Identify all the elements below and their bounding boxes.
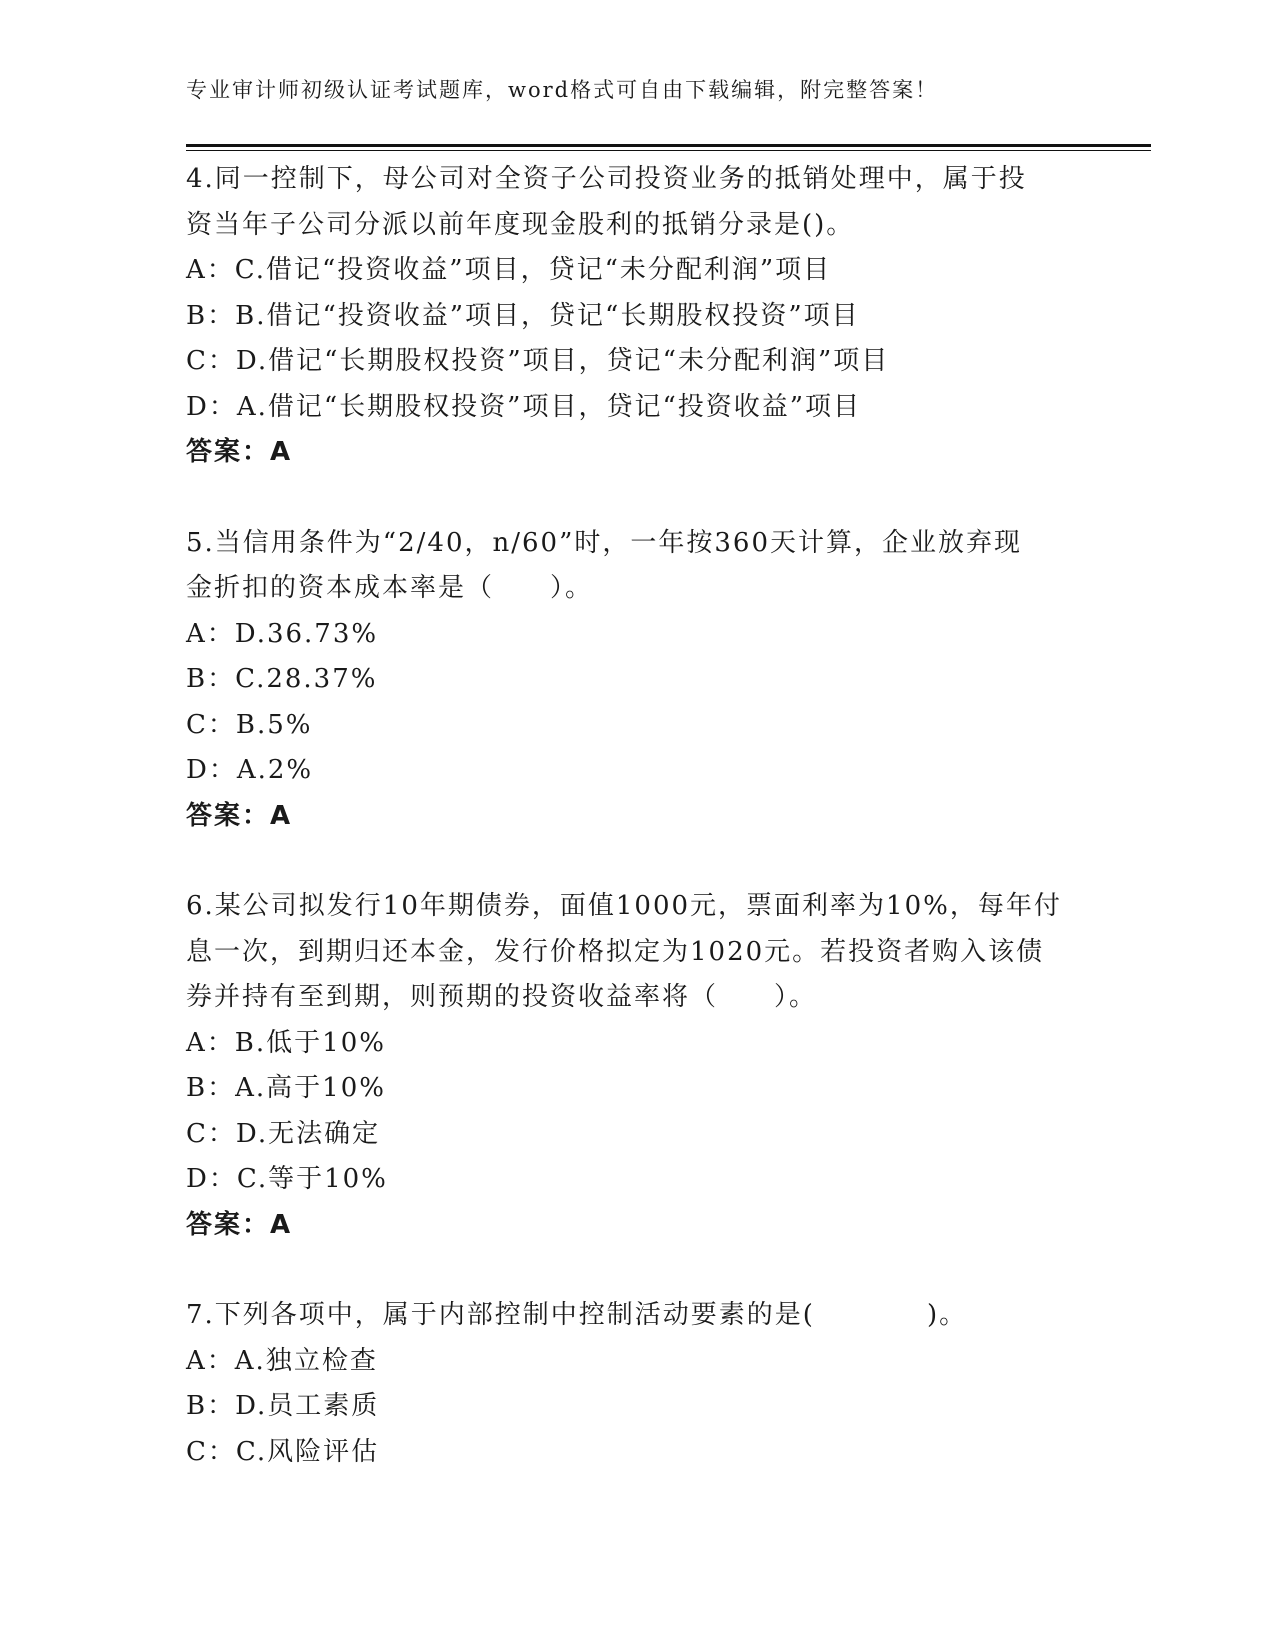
- question-stem-line: 资当年子公司分派以前年度现金股利的抵销分录是()。: [186, 209, 855, 240]
- question-4: [186, 157, 1086, 476]
- answer-line: 答案：A: [186, 1209, 293, 1240]
- option-d: D：A.借记“长期股权投资”项目，贷记“投资收益”项目: [186, 391, 862, 422]
- question-stem-line: 券并持有至到期，则预期的投资收益率将（ ）。: [186, 982, 818, 1012]
- option-c: C：D.借记“长期股权投资”项目，贷记“未分配利润”项目: [186, 346, 890, 376]
- question-stem-line: 金折扣的资本成本率是（ ）。: [186, 573, 594, 603]
- question-list: [186, 157, 1086, 1475]
- option-c: C：C.风险评估: [186, 1436, 380, 1467]
- option-a: A：B.低于10%: [186, 1027, 386, 1058]
- option-c: C：D.无法确定: [186, 1118, 381, 1149]
- option-a: A：D.36.73%: [186, 618, 379, 649]
- answer-line: 答案：A: [186, 800, 293, 831]
- option-d: D：C.等于10%: [186, 1164, 388, 1194]
- option-d: D：A.2%: [186, 755, 314, 785]
- question-5: [186, 521, 1086, 840]
- question-stem-line: 息一次，到期归还本金，发行价格拟定为1020元。若投资者购入该债: [186, 936, 1045, 967]
- option-b: B：C.28.37%: [186, 664, 378, 694]
- question-stem-line: 5.当信用条件为“2/40，n/60”时，一年按360天计算，企业放弃现: [186, 527, 1022, 558]
- question-stem-line: 4.同一控制下，母公司对全资子公司投资业务的抵销处理中，属于投: [186, 164, 1027, 194]
- page-header: 专业审计师初级认证考试题库，word格式可自由下载编辑，附完整答案！: [186, 78, 939, 102]
- option-b: B：B.借记“投资收益”项目，贷记“长期股权投资”项目: [186, 300, 860, 331]
- header-divider-thick: [186, 144, 1151, 147]
- option-a: A：C.借记“投资收益”项目，贷记“未分配利润”项目: [186, 255, 832, 285]
- option-b: B：A.高于10%: [186, 1073, 386, 1103]
- question-6: [186, 884, 1086, 1248]
- answer-line: 答案：A: [186, 437, 293, 467]
- header-divider-thin: [186, 150, 1151, 151]
- option-a: A：A.独立检查: [186, 1345, 378, 1376]
- question-7: [186, 1293, 1086, 1475]
- question-stem-line: 7.下列各项中，属于内部控制中控制活动要素的是( )。: [186, 1300, 968, 1330]
- question-stem-line: 6.某公司拟发行10年期债券，面值1000元，票面利率为10%，每年付: [186, 891, 1062, 921]
- option-b: B：D.员工素质: [186, 1391, 380, 1421]
- option-c: C：B.5%: [186, 709, 313, 740]
